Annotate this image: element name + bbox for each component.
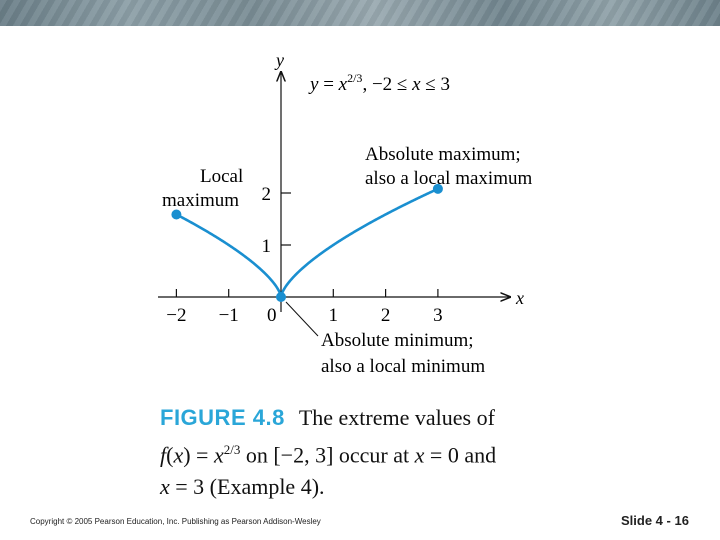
annotation-local-max-line1: Local	[200, 166, 244, 187]
caption-text-1: The extreme values of	[298, 405, 495, 430]
y-axis-label: y	[276, 50, 284, 70]
function-label: $y = x^{2/3}$, −2 ≤ x ≤ 3	[310, 71, 450, 95]
x-tick-label: −1	[218, 305, 239, 326]
figure-label: FIGURE 4.8	[160, 405, 285, 430]
extreme-point	[276, 292, 286, 302]
abs-min-leader-line	[286, 302, 318, 336]
y-tick-label: 2	[261, 184, 271, 205]
annotation-abs-max-line2: also a local maximum	[365, 168, 533, 189]
annotation-abs-min-line2: also a local minimum	[321, 356, 486, 377]
annotation-abs-min-line1: Absolute minimum;	[321, 330, 474, 351]
x-tick-label: 3	[433, 305, 443, 326]
copyright-text: Copyright © 2005 Pearson Education, Inc. Publishing as Pearson Addison-Wesley	[30, 517, 321, 526]
annotation-abs-max-line1: Absolute maximum;	[365, 144, 521, 165]
x-axis-label: x	[516, 288, 524, 308]
figure-caption	[160, 402, 580, 503]
x-tick-label: −2	[166, 305, 187, 326]
slide-number: Slide 4 - 16	[621, 513, 689, 528]
caption-line-1	[160, 402, 580, 434]
x-tick-label: 0	[267, 305, 277, 326]
x-tick-label: 1	[328, 305, 339, 326]
caption-line-2: $f(x) = x^{2/3}$ on [−2, 3] occur at x = 0 and	[160, 442, 497, 468]
x-tick-label: 2	[380, 305, 391, 326]
caption-line-3: x = 3 (Example 4).	[160, 474, 325, 500]
y-tick-label: 1	[261, 236, 271, 257]
annotation-local-max-line2: maximum	[162, 190, 240, 211]
